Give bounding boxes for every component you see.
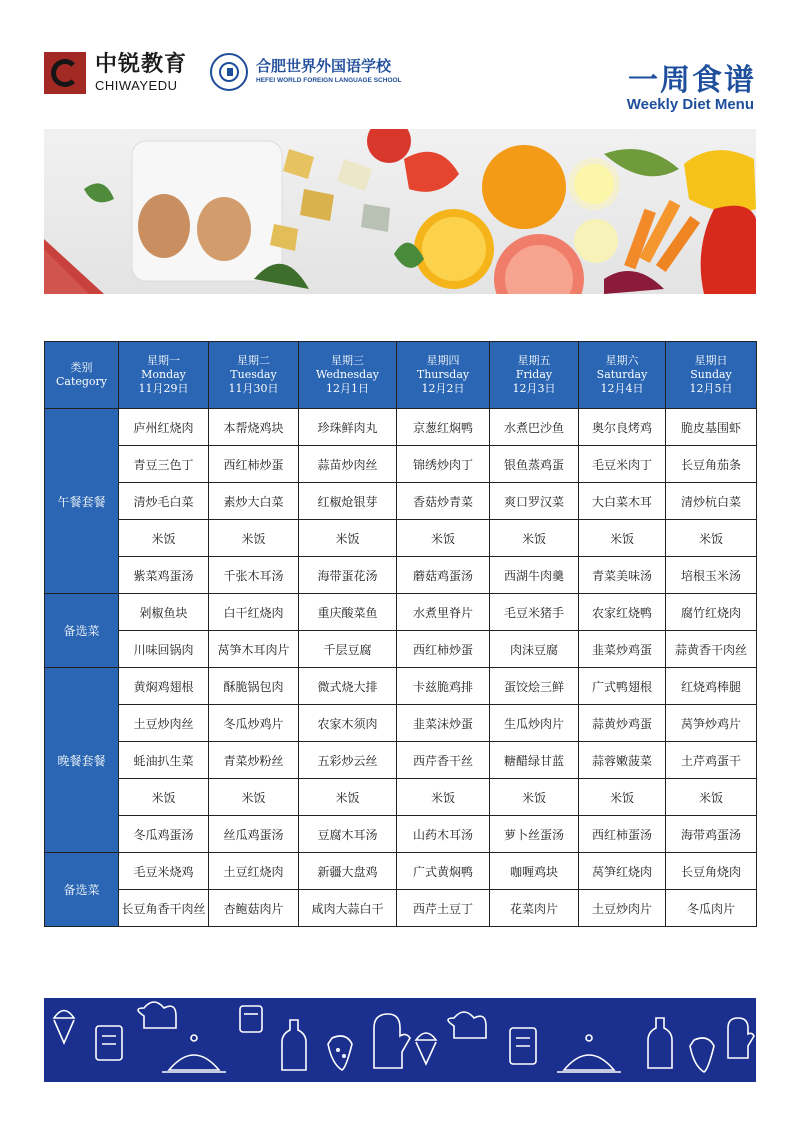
menu-body <box>45 409 757 927</box>
page-title: 一周食谱 <box>628 63 756 98</box>
dish-cell: 蒜黄香干肉丝 <box>666 631 757 668</box>
weekly-menu-table <box>44 341 757 927</box>
dish-cell: 米饭 <box>490 520 579 557</box>
day-header-sunday: 星期日 Sunday 12月5日 <box>666 342 757 409</box>
cup-icon <box>240 1006 262 1032</box>
dish-cell: 红烧鸡棒腿 <box>666 668 757 705</box>
dish-cell: 土豆炒肉片 <box>579 890 666 927</box>
dish-cell: 水煮里脊片 <box>397 594 490 631</box>
dish-cell: 素炒大白菜 <box>209 483 299 520</box>
footer-pattern <box>44 998 756 1082</box>
category-header-cn: 类别 <box>70 361 93 374</box>
dish-cell: 咸肉大蒜白干 <box>299 890 397 927</box>
dish-cell: 蒜黄炒鸡蛋 <box>579 705 666 742</box>
dish-cell: 毛豆米烧鸡 <box>119 853 209 890</box>
ice-cream-icon <box>416 1033 436 1064</box>
bottle-icon <box>648 1018 672 1068</box>
chiwayedu-logo <box>44 52 187 94</box>
table-row <box>45 557 757 594</box>
dish-cell: 广式鸭翅根 <box>579 668 666 705</box>
dish-cell: 紫菜鸡蛋汤 <box>119 557 209 594</box>
dish-cell: 西湖牛肉羹 <box>490 557 579 594</box>
dish-cell: 新疆大盘鸡 <box>299 853 397 890</box>
dish-cell: 莴笋炒鸡片 <box>666 705 757 742</box>
dish-cell: 脆皮基围虾 <box>666 409 757 446</box>
dish-cell: 农家红烧鸭 <box>579 594 666 631</box>
dish-cell: 黄焖鸡翅根 <box>119 668 209 705</box>
table-row <box>45 705 757 742</box>
dish-cell: 米饭 <box>579 779 666 816</box>
dish-cell: 韭菜炒鸡蛋 <box>579 631 666 668</box>
dish-cell: 川味回锅肉 <box>119 631 209 668</box>
dish-cell: 冬瓜肉片 <box>666 890 757 927</box>
dish-cell: 长豆角烧肉 <box>666 853 757 890</box>
dish-cell: 米饭 <box>299 779 397 816</box>
category-label: 备选菜 <box>45 853 119 927</box>
dish-cell: 千层豆腐 <box>299 631 397 668</box>
dish-cell: 长豆角香干肉丝 <box>119 890 209 927</box>
dish-cell: 微式烧大排 <box>299 668 397 705</box>
dish-cell: 水煮巴沙鱼 <box>490 409 579 446</box>
dish-cell: 米饭 <box>119 520 209 557</box>
dish-cell: 冬瓜鸡蛋汤 <box>119 816 209 853</box>
brand-name-en: CHIWAYEDU <box>95 78 178 93</box>
dish-cell: 西红柿炒蛋 <box>397 631 490 668</box>
dish-cell: 杏鲍菇肉片 <box>209 890 299 927</box>
dish-cell: 清炒杭白菜 <box>666 483 757 520</box>
dish-cell: 青菜美味汤 <box>579 557 666 594</box>
table-row <box>45 594 757 631</box>
dish-cell: 米饭 <box>666 520 757 557</box>
category-header <box>45 342 119 409</box>
dish-cell: 香菇炒青菜 <box>397 483 490 520</box>
dish-cell: 红椒炝银芽 <box>299 483 397 520</box>
table-row <box>45 631 757 668</box>
dish-cell: 冬瓜炒鸡片 <box>209 705 299 742</box>
school-name-en: HEFEI WORLD FOREIGN LANGUAGE SCHOOL <box>256 77 402 85</box>
dish-cell: 米饭 <box>119 779 209 816</box>
table-row <box>45 483 757 520</box>
cup-icon <box>510 1028 536 1064</box>
strawberry-icon <box>690 1038 714 1072</box>
dish-cell: 咖喱鸡块 <box>490 853 579 890</box>
dish-cell: 米饭 <box>397 520 490 557</box>
dish-cell: 锦绣炒肉丁 <box>397 446 490 483</box>
dish-cell: 莴笋红烧肉 <box>579 853 666 890</box>
dish-cell: 京葱红焖鸭 <box>397 409 490 446</box>
school-name-cn: 合肥世界外国语学校 <box>256 57 392 76</box>
school-seal-icon <box>210 53 248 91</box>
dish-cell: 蒜蓉嫩菠菜 <box>579 742 666 779</box>
dish-cell: 肉沫豆腐 <box>490 631 579 668</box>
dish-cell: 西红柿蛋汤 <box>579 816 666 853</box>
dish-cell: 青菜炒粉丝 <box>209 742 299 779</box>
dish-cell: 千张木耳汤 <box>209 557 299 594</box>
dish-cell: 长豆角茄条 <box>666 446 757 483</box>
category-label: 午餐套餐 <box>45 409 119 594</box>
dish-cell: 山药木耳汤 <box>397 816 490 853</box>
dish-cell: 酥脆锅包肉 <box>209 668 299 705</box>
table-row <box>45 668 757 705</box>
table-row <box>45 520 757 557</box>
dish-cell: 银鱼蒸鸡蛋 <box>490 446 579 483</box>
dish-cell: 五彩炒云丝 <box>299 742 397 779</box>
dish-cell: 米饭 <box>397 779 490 816</box>
dish-cell: 花菜肉片 <box>490 890 579 927</box>
category-header-en: Category <box>55 375 108 388</box>
dish-cell: 莴笋木耳肉片 <box>209 631 299 668</box>
food-banner-image <box>44 129 756 294</box>
dish-cell: 青豆三色丁 <box>119 446 209 483</box>
dish-cell: 庐州红烧肉 <box>119 409 209 446</box>
day-header-saturday: 星期六 Saturday 12月4日 <box>579 342 666 409</box>
day-header-monday: 星期一 Monday 11月29日 <box>119 342 209 409</box>
category-label: 晚餐套餐 <box>45 668 119 853</box>
chef-hat-icon <box>448 1012 486 1038</box>
dish-cell: 生瓜炒肉片 <box>490 705 579 742</box>
day-header-thursday: 星期四 Thursday 12月2日 <box>397 342 490 409</box>
dish-cell: 蒜苗炒肉丝 <box>299 446 397 483</box>
dish-cell: 毛豆米猪手 <box>490 594 579 631</box>
dish-cell: 大白菜木耳 <box>579 483 666 520</box>
brand-name-cn: 中锐教育 <box>95 52 188 77</box>
dish-cell: 奥尔良烤鸡 <box>579 409 666 446</box>
dish-cell: 毛豆米肉丁 <box>579 446 666 483</box>
dish-cell: 重庆酸菜鱼 <box>299 594 397 631</box>
dish-cell: 西红柿炒蛋 <box>209 446 299 483</box>
dish-cell: 米饭 <box>666 779 757 816</box>
dish-cell: 广式黄焖鸭 <box>397 853 490 890</box>
oven-mitt-icon <box>728 1018 754 1058</box>
cloche-icon <box>162 1035 226 1072</box>
day-header-tuesday: 星期二 Tuesday 11月30日 <box>209 342 299 409</box>
dish-cell: 农家木须肉 <box>299 705 397 742</box>
chef-hat-icon <box>138 1002 176 1028</box>
dish-cell: 卡兹脆鸡排 <box>397 668 490 705</box>
dish-cell: 蚝油扒生菜 <box>119 742 209 779</box>
dish-cell: 白干红烧肉 <box>209 594 299 631</box>
dish-cell: 米饭 <box>299 520 397 557</box>
cloche-icon <box>557 1035 621 1072</box>
dish-cell: 腐竹红烧肉 <box>666 594 757 631</box>
table-row <box>45 409 757 446</box>
strawberry-icon <box>328 1036 352 1070</box>
category-label: 备选菜 <box>45 594 119 668</box>
page-subtitle: Weekly Diet Menu <box>626 96 754 113</box>
dish-cell: 西芹土豆丁 <box>397 890 490 927</box>
dish-cell: 本帮烧鸡块 <box>209 409 299 446</box>
dish-cell: 土芹鸡蛋干 <box>666 742 757 779</box>
day-header-friday: 星期五 Friday 12月3日 <box>490 342 579 409</box>
dish-cell: 珍珠鲜肉丸 <box>299 409 397 446</box>
dish-cell: 韭菜沫炒蛋 <box>397 705 490 742</box>
dish-cell: 海带蛋花汤 <box>299 557 397 594</box>
dish-cell: 丝瓜鸡蛋汤 <box>209 816 299 853</box>
dish-cell: 米饭 <box>579 520 666 557</box>
dish-cell: 西芹香干丝 <box>397 742 490 779</box>
day-header-wednesday: 星期三 Wednesday 12月1日 <box>299 342 397 409</box>
bottle-icon <box>282 1020 306 1070</box>
dish-cell: 米饭 <box>209 520 299 557</box>
dish-cell: 蘑菇鸡蛋汤 <box>397 557 490 594</box>
dish-cell: 蛋饺烩三鲜 <box>490 668 579 705</box>
dish-cell: 萝卜丝蛋汤 <box>490 816 579 853</box>
chiwayedu-logo-icon <box>44 52 86 94</box>
dish-cell: 豆腐木耳汤 <box>299 816 397 853</box>
header-row <box>45 342 757 409</box>
table-row <box>45 446 757 483</box>
dish-cell: 米饭 <box>490 779 579 816</box>
table-row <box>45 816 757 853</box>
dish-cell: 糖醋绿甘蓝 <box>490 742 579 779</box>
dish-cell: 土豆红烧肉 <box>209 853 299 890</box>
school-logo <box>210 53 402 91</box>
table-row <box>45 779 757 816</box>
dish-cell: 米饭 <box>209 779 299 816</box>
ice-cream-icon <box>54 1011 74 1044</box>
dish-cell: 清炒毛白菜 <box>119 483 209 520</box>
table-row <box>45 890 757 927</box>
dish-cell: 海带鸡蛋汤 <box>666 816 757 853</box>
table-row <box>45 853 757 890</box>
dish-cell: 土豆炒肉丝 <box>119 705 209 742</box>
dish-cell: 爽口罗汉菜 <box>490 483 579 520</box>
table-row <box>45 742 757 779</box>
oven-mitt-icon <box>374 1014 410 1068</box>
cup-icon <box>96 1026 122 1060</box>
dish-cell: 培根玉米汤 <box>666 557 757 594</box>
dish-cell: 剁椒鱼块 <box>119 594 209 631</box>
